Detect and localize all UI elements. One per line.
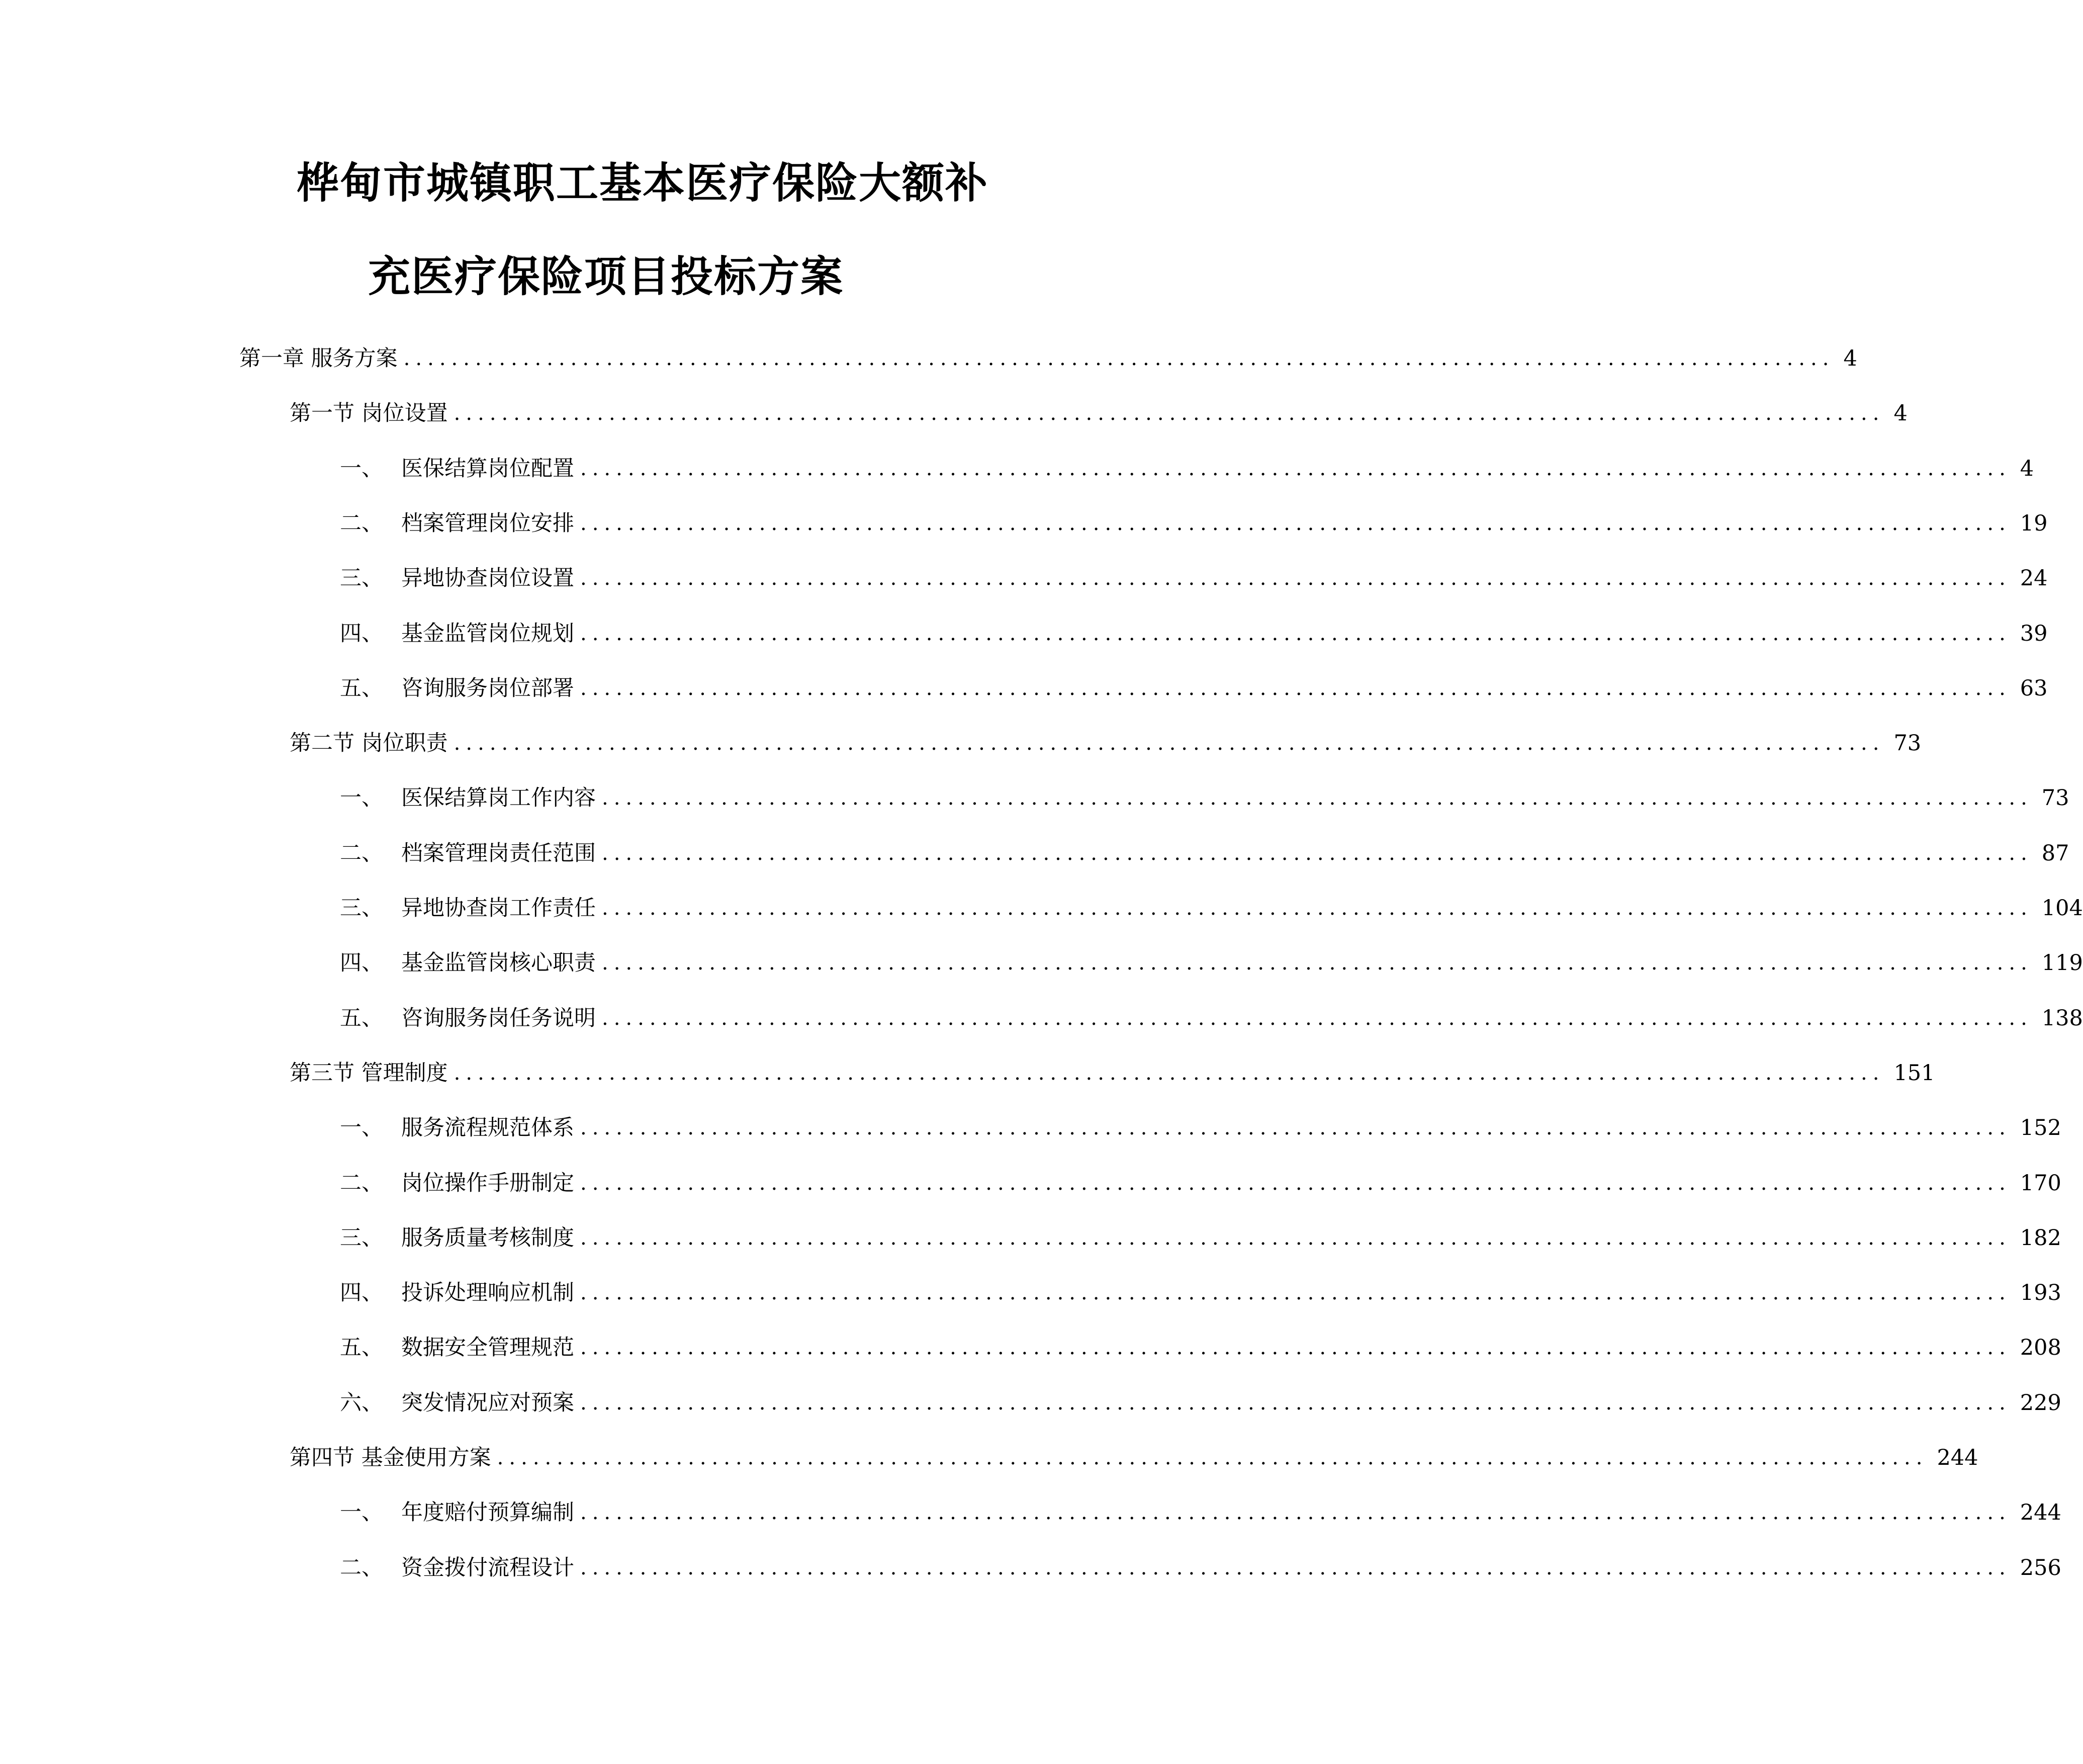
toc-entry-page-number: 119 <box>2041 950 2083 976</box>
toc-dot-leader: ........................................................................................................................ <box>602 951 2033 975</box>
toc-dot-leader: ........................................................................................................................ <box>580 1226 2011 1250</box>
toc-entry[interactable] <box>340 1388 2061 1418</box>
toc-entry-label: 档案管理岗位安排 <box>401 511 574 536</box>
toc-entry[interactable] <box>340 1168 2061 1198</box>
toc-entry-page-number: 4 <box>1843 346 1857 371</box>
toc-entry[interactable] <box>290 1058 1935 1088</box>
toc-entry-page-number: 170 <box>2020 1171 2061 1196</box>
toc-entry-label: 投诉处理响应机制 <box>401 1280 574 1305</box>
document-title-line-1: 桦甸市城镇职工基本医疗保险大额补 <box>297 158 989 208</box>
toc-entry-number: 一、 <box>340 785 383 811</box>
toc-entry[interactable] <box>340 673 2048 703</box>
toc-entry-page-number: 19 <box>2020 511 2048 536</box>
toc-dot-leader: ........................................................................................................................ <box>580 567 2011 590</box>
toc-dot-leader: ........................................................................................................................ <box>602 897 2033 920</box>
toc-entry-label: 突发情况应对预案 <box>401 1390 574 1416</box>
toc-entry-label: 第一节 岗位设置 <box>290 401 448 426</box>
toc-entry-label: 服务流程规范体系 <box>401 1115 574 1140</box>
toc-entry-label: 基金监管岗核心职责 <box>401 950 596 976</box>
toc-entry[interactable] <box>340 619 2048 649</box>
toc-entry-label: 医保结算岗工作内容 <box>401 785 596 811</box>
toc-entry-number: 五、 <box>340 1335 383 1360</box>
toc-entry-label: 第四节 基金使用方案 <box>290 1445 491 1470</box>
toc-entry-number: 五、 <box>340 1006 383 1031</box>
toc-entry-number: 四、 <box>340 1280 383 1305</box>
toc-entry-label: 档案管理岗责任范围 <box>401 841 596 866</box>
toc-entry-page-number: 182 <box>2020 1225 2061 1251</box>
toc-entry[interactable] <box>340 1113 2061 1143</box>
toc-entry-page-number: 244 <box>1937 1445 1978 1470</box>
toc-entry-page-number: 244 <box>2020 1500 2061 1525</box>
toc-entry[interactable] <box>290 728 1922 758</box>
toc-entry-label: 第三节 管理制度 <box>290 1061 448 1086</box>
toc-dot-leader: ........................................................................................................................ <box>580 457 2011 480</box>
toc-entry-page-number: 24 <box>2020 566 2048 591</box>
toc-dot-leader: ........................................................................................................................ <box>602 1007 2033 1030</box>
toc-entry-number: 二、 <box>340 1171 383 1196</box>
toc-entry-number: 五、 <box>340 676 383 701</box>
toc-dot-leader: ........................................................................................................................ <box>580 1116 2011 1139</box>
toc-entry-label: 异地协查岗工作责任 <box>401 896 596 921</box>
toc-entry-label: 服务质量考核制度 <box>401 1225 574 1251</box>
toc-dot-leader: ........................................................................................................................ <box>602 842 2033 865</box>
toc-dot-leader: ........................................................................................................................ <box>580 1336 2011 1359</box>
toc-entry-page-number: 87 <box>2041 841 2069 866</box>
toc-entry[interactable] <box>340 563 2048 593</box>
toc-entry-label: 咨询服务岗位部署 <box>401 676 574 701</box>
toc-dot-leader: ........................................................................................................................ <box>454 732 1885 755</box>
toc-entry[interactable] <box>340 1333 2061 1363</box>
toc-entry-label: 咨询服务岗任务说明 <box>401 1006 596 1031</box>
toc-entry-number: 一、 <box>340 1500 383 1525</box>
toc-entry[interactable] <box>340 1223 2061 1253</box>
toc-entry-page-number: 193 <box>2020 1280 2061 1305</box>
toc-entry-page-number: 4 <box>2020 456 2034 481</box>
toc-entry-number: 一、 <box>340 1115 383 1140</box>
toc-entry-page-number: 256 <box>2020 1555 2061 1580</box>
toc-entry-page-number: 63 <box>2020 676 2048 701</box>
toc-entry[interactable] <box>340 508 2048 539</box>
toc-entry-number: 二、 <box>340 1555 383 1580</box>
toc-entry-page-number: 104 <box>2041 896 2083 921</box>
toc-entry-page-number: 4 <box>1893 401 1908 426</box>
toc-entry-page-number: 138 <box>2041 1006 2083 1031</box>
toc-entry-label: 第二节 岗位职责 <box>290 731 448 756</box>
toc-entry-page-number: 73 <box>2041 785 2069 811</box>
toc-dot-leader: ........................................................................................................................ <box>580 512 2011 535</box>
toc-entry-label: 岗位操作手册制定 <box>401 1171 574 1196</box>
toc-entry-page-number: 152 <box>2020 1115 2061 1140</box>
toc-entry[interactable] <box>340 1497 2061 1528</box>
toc-entry-number: 四、 <box>340 950 383 976</box>
toc-entry-number: 三、 <box>340 566 383 591</box>
toc-entry[interactable] <box>340 454 2034 484</box>
toc-entry[interactable] <box>290 1443 1978 1473</box>
toc-dot-leader: ........................................................................................................................ <box>602 786 2033 810</box>
toc-entry[interactable] <box>340 1003 2083 1033</box>
toc-dot-leader: ........................................................................................................................ <box>580 1281 2011 1304</box>
toc-entry-label: 数据安全管理规范 <box>401 1335 574 1360</box>
toc-entry[interactable] <box>340 838 2069 868</box>
toc-entry[interactable] <box>290 398 1908 428</box>
toc-entry[interactable] <box>340 1278 2061 1308</box>
toc-entry-number: 四、 <box>340 621 383 646</box>
toc-dot-leader: ........................................................................................................................ <box>580 1172 2011 1195</box>
toc-dot-leader: ........................................................................................................................ <box>580 1391 2011 1415</box>
toc-entry-page-number: 208 <box>2020 1335 2061 1360</box>
toc-entry-label: 年度赔付预算编制 <box>401 1500 574 1525</box>
document-title-line-2: 充医疗保险项目投标方案 <box>368 252 844 301</box>
toc-entry[interactable] <box>340 893 2083 923</box>
toc-entry-number: 二、 <box>340 511 383 536</box>
toc-dot-leader: ........................................................................................................................ <box>580 1556 2011 1579</box>
toc-dot-leader: ........................................................................................................................ <box>580 1501 2011 1524</box>
toc-entry-number: 三、 <box>340 896 383 921</box>
toc-entry-number: 一、 <box>340 456 383 481</box>
toc-dot-leader: ........................................................................................................................ <box>403 347 1835 370</box>
toc-entry-page-number: 73 <box>1893 731 1922 756</box>
toc-entry-label: 异地协查岗位设置 <box>401 566 574 591</box>
toc-entry-number: 二、 <box>340 841 383 866</box>
toc-entry-number: 六、 <box>340 1390 383 1416</box>
toc-dot-leader: ........................................................................................................................ <box>580 677 2011 700</box>
toc-entry-page-number: 151 <box>1893 1061 1935 1086</box>
toc-dot-leader: ........................................................................................................................ <box>454 402 1885 425</box>
toc-entry-page-number: 39 <box>2020 621 2048 646</box>
toc-entry-page-number: 229 <box>2020 1390 2061 1416</box>
toc-entry[interactable] <box>340 783 2069 813</box>
toc-entry-label: 基金监管岗位规划 <box>401 621 574 646</box>
toc-entry-label: 资金拨付流程设计 <box>401 1555 574 1580</box>
toc-entry[interactable] <box>239 343 1857 374</box>
toc-entry[interactable] <box>340 1553 2061 1583</box>
toc-dot-leader: ........................................................................................................................ <box>580 622 2011 645</box>
toc-entry-label: 医保结算岗位配置 <box>401 456 574 481</box>
toc-entry-label: 第一章 服务方案 <box>239 346 398 371</box>
toc-entry-number: 三、 <box>340 1225 383 1251</box>
toc-entry[interactable] <box>340 948 2083 978</box>
toc-dot-leader: ........................................................................................................................ <box>454 1062 1885 1085</box>
toc-dot-leader: ........................................................................................................................ <box>497 1446 1928 1469</box>
